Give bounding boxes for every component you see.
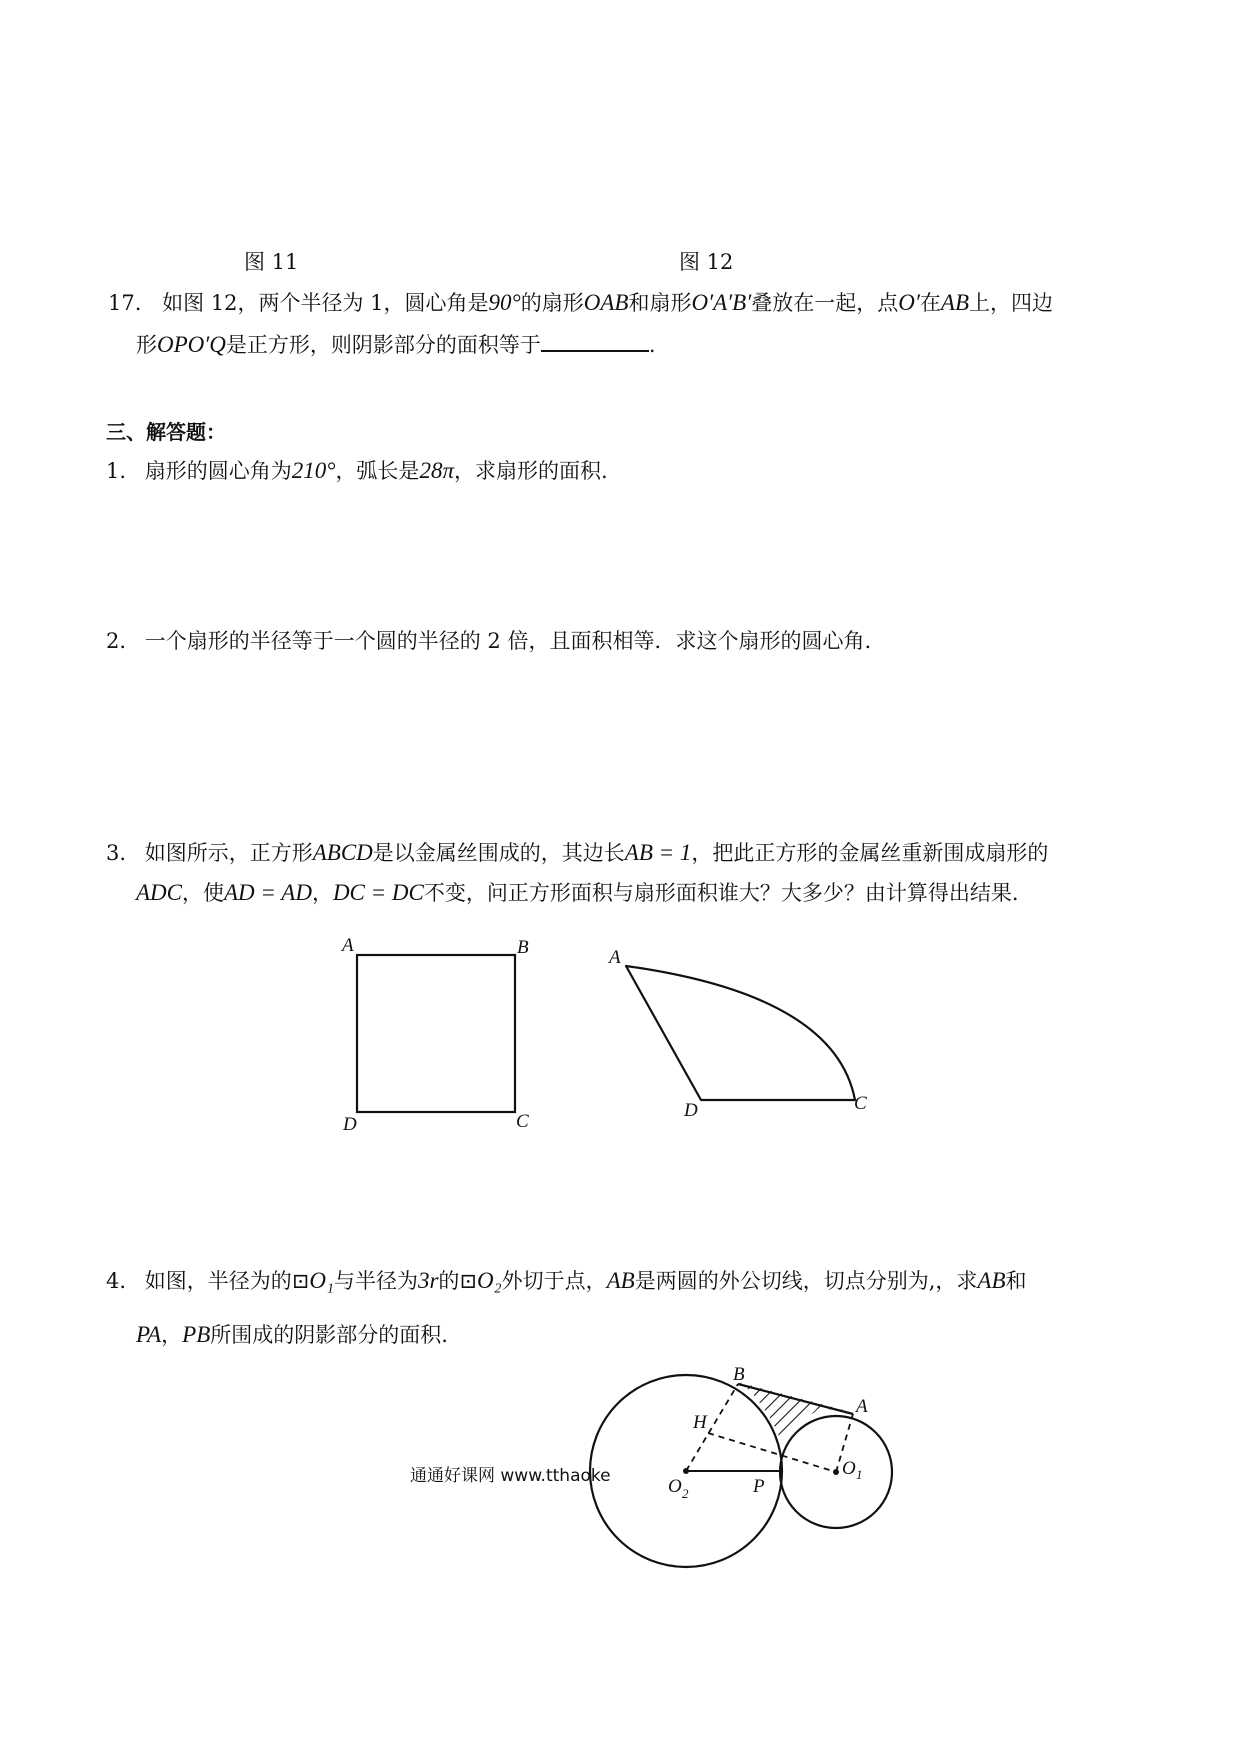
fig-label-b: B	[733, 1364, 745, 1385]
sector-shape	[626, 966, 855, 1100]
problem-3-line1: 3. 如图所示，正方形ABCD是以金属丝围成的，其边长AB = 1，把此正方形的金属丝重新围成扇形的	[106, 840, 1049, 865]
center-o2	[683, 1468, 689, 1474]
section-title: 三、解答题：	[106, 420, 226, 444]
tangent-circles-figure	[560, 1360, 940, 1754]
answer-blank	[541, 330, 649, 352]
problem-3-figures	[330, 925, 910, 1160]
q17-number: 17.	[108, 291, 142, 315]
circle-symbol: ⊡	[459, 1269, 478, 1293]
sector-label-c: C	[854, 1093, 867, 1114]
q17-line2: 形OPO′Q是正方形，则阴影部分的面积等于 .	[136, 332, 656, 357]
square-label-b: B	[517, 937, 529, 958]
sector-label-a: A	[609, 947, 621, 968]
square-figure	[340, 935, 529, 1135]
fig-label-a: A	[856, 1396, 868, 1417]
fig-label-o1-sub: 1	[856, 1467, 863, 1482]
figure-11-caption: 图 11	[244, 250, 299, 274]
problem-4-line1: 4. 如图，半径为的⊡O₁与半径为3r的⊡O₂外切于点，AB是两圆的外公切线，切点分别为,，求AB和	[106, 1268, 1027, 1293]
fig-label-h: H	[693, 1412, 707, 1433]
problem-2: 2. 一个扇形的半径等于一个圆的半径的 2 倍，且面积相等．求这个扇形的圆心角.	[106, 629, 872, 653]
fig-label-o2: O	[668, 1476, 682, 1497]
fig-label-p: P	[753, 1476, 765, 1497]
sector-label-d: D	[684, 1100, 698, 1121]
square-label-a: A	[342, 935, 354, 956]
circle-symbol: ⊡	[291, 1269, 310, 1293]
center-o1	[833, 1469, 839, 1475]
footer-watermark: 通通好课网 www.tthaoke	[410, 1466, 611, 1486]
q17-line1: 17. 如图 12，两个半径为 1，圆心角是90°的扇形OAB和扇形O′A′B′叠放在一起，点O′在AB上，四边	[108, 290, 1054, 315]
fig-label-o1: O	[842, 1458, 856, 1479]
problem-4-line2: PA，PB所围成的阴影部分的面积.	[136, 1322, 448, 1347]
problem-3-line2: ADC，使AD = AD，DC = DC不变，问正方形面积与扇形面积谁大？大多少？由计算得出结果.	[136, 880, 1019, 905]
square-label-d: D	[343, 1114, 357, 1135]
fig-label-o2-sub: 2	[682, 1486, 689, 1501]
line-ho1	[708, 1433, 836, 1472]
sector-figure	[607, 947, 867, 1121]
figure-12-caption: 图 12	[679, 250, 734, 274]
square-shape	[357, 955, 515, 1112]
square-label-c: C	[516, 1111, 529, 1132]
problem-1: 1. 扇形的圆心角为210°，弧长是28π，求扇形的面积.	[106, 458, 608, 483]
